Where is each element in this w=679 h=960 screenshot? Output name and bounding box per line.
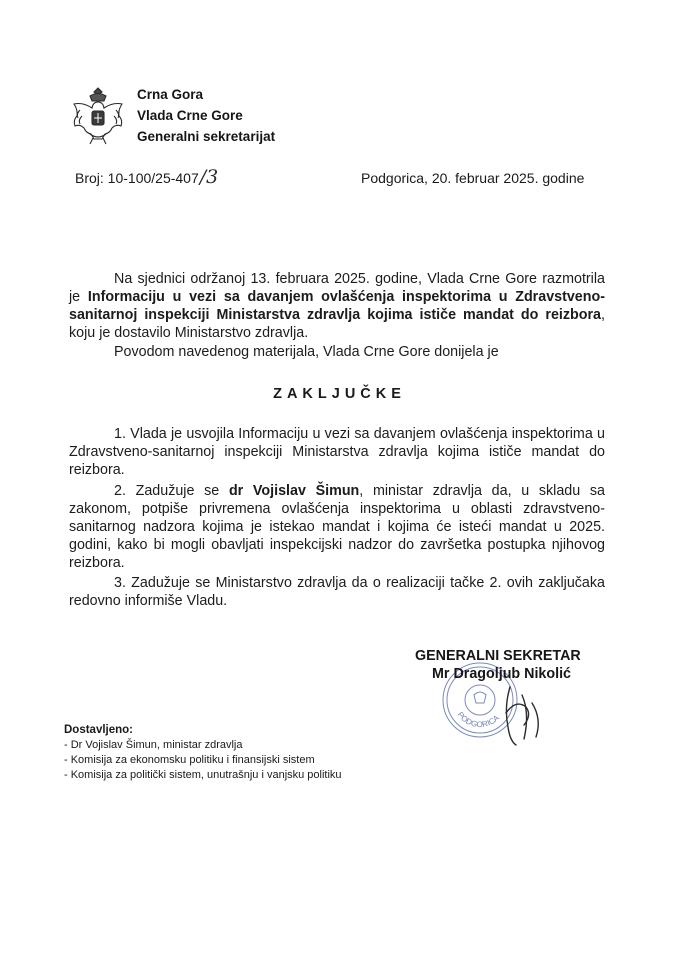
- coat-of-arms-icon: [70, 86, 126, 148]
- signatory-title: GENERALNI SEKRETAR: [415, 648, 581, 664]
- header-government: Vlada Crne Gore: [137, 108, 243, 123]
- header-country: Crna Gora: [137, 87, 204, 102]
- distribution-item: - Dr Vojislav Šimun, ministar zdravlja: [64, 739, 243, 751]
- header-block: [137, 84, 275, 147]
- document-date: Podgorica, 20. februar 2025. godine: [361, 170, 585, 186]
- item2-text-2: , ministar zdravlja da, u skladu sa zakonom, potpiše privremena ovlašćenja inspektorima u oblasti zdravstveno-sanitarnog nadzora kojima je istekao mandat i kojima će isteći mandat u 2025. godini, kako bi mogli obavljati inspekcijski nadzor do završetka postupka njihovog reizbora.: [69, 483, 606, 571]
- handwritten-suffix: /3: [199, 166, 219, 188]
- coat-of-arms-emblem: [70, 86, 126, 148]
- handwritten-signature: [486, 683, 548, 749]
- reference-number: [75, 166, 218, 188]
- conclusion-item-2: [69, 482, 605, 572]
- adopted-line: Povodom navedenog materijala, Vlada Crne Gore donijela je: [114, 344, 499, 360]
- intro-text-2: , koju je dostavilo Ministarstvo zdravlja.: [69, 307, 605, 341]
- conclusions-heading: ZAKLJUČKE: [273, 386, 406, 402]
- distribution-item: - Komisija za politički sistem, unutrašnju i vanjsku politiku: [64, 769, 342, 781]
- intro-text-1: Na sjednici održanoj 13. februara 2025. godine, Vlada Crne Gore razmotrila je: [69, 271, 605, 305]
- signatory-name: Mr Dragoljub Nikolić: [432, 666, 572, 682]
- reference-number-text: Broj: 10-100/25-407: [75, 170, 199, 186]
- intro-paragraph: [69, 270, 605, 342]
- stamp-city-path: PODGORICA: [455, 710, 502, 730]
- header-secretariat: Generalni sekretarijat: [137, 129, 276, 144]
- conclusion-item-1: 1. Vlada je usvojila Informaciju u vezi sa davanjem ovlašćenja inspektorima u Zdravstveno-sanitarnoj inspekciji Ministarstva zdravlja kojima ističe mandat do reizbora.: [69, 426, 605, 478]
- item2-text-1: 2. Zadužuje se: [114, 483, 229, 499]
- item2-minister-bold: dr Vojislav Šimun: [228, 483, 360, 499]
- signature-icon: [486, 683, 548, 749]
- distribution-label: Dostavljeno:: [64, 724, 134, 736]
- intro-subject-bold: Informaciju u vezi sa davanjem ovlašćenja inspektorima u Zdravstveno-sanitarnoj inspekciji Ministarstva zdravlja kojima ističe mandat do reizbora: [69, 289, 605, 323]
- conclusion-item-3: 3. Zadužuje se Ministarstvo zdravlja da o realizaciji tačke 2. ovih zaključaka redovno informiše Vladu.: [69, 575, 605, 609]
- distribution-item: - Komisija za ekonomsku politiku i finansijski sistem: [64, 754, 315, 766]
